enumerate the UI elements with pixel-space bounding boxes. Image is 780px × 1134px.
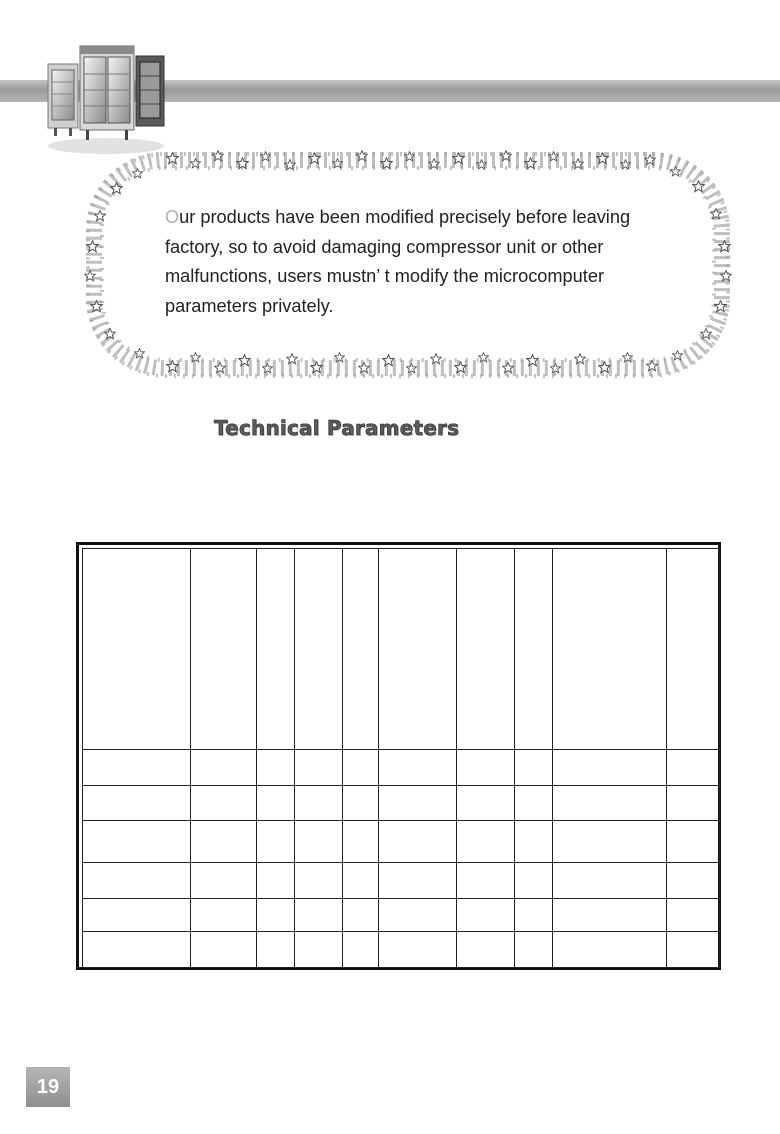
table-cell xyxy=(553,932,667,968)
table-cell xyxy=(343,821,379,863)
table-cell xyxy=(191,821,257,863)
table-row xyxy=(83,786,720,821)
table-cell xyxy=(191,863,257,899)
table-header-row xyxy=(83,549,720,750)
page-number: 19 xyxy=(26,1067,70,1107)
table-cell xyxy=(457,863,515,899)
technical-parameters-table-frame xyxy=(76,542,721,970)
table-cell xyxy=(515,863,553,899)
table-cell xyxy=(379,549,457,750)
table-cell xyxy=(295,863,343,899)
table-cell xyxy=(379,821,457,863)
table-cell xyxy=(457,821,515,863)
table-cell xyxy=(191,549,257,750)
table-cell xyxy=(667,899,720,932)
table-cell xyxy=(553,549,667,750)
table-cell xyxy=(667,821,720,863)
table-cell xyxy=(457,750,515,786)
warning-notice-text xyxy=(165,203,685,321)
table-cell xyxy=(257,786,295,821)
section-title: Technical Parameters xyxy=(214,416,460,440)
table-cell xyxy=(257,821,295,863)
table-cell xyxy=(83,932,191,968)
table-cell xyxy=(667,863,720,899)
table-cell xyxy=(191,786,257,821)
table-row xyxy=(83,899,720,932)
table-cell xyxy=(257,750,295,786)
table-cell xyxy=(457,932,515,968)
table-cell xyxy=(667,786,720,821)
table-cell xyxy=(343,549,379,750)
table-cell xyxy=(667,750,720,786)
table-cell xyxy=(553,863,667,899)
table-cell xyxy=(667,932,720,968)
table-row xyxy=(83,932,720,968)
table-cell xyxy=(457,549,515,750)
table-cell xyxy=(379,932,457,968)
table-cell xyxy=(295,932,343,968)
table-cell xyxy=(257,932,295,968)
table-cell xyxy=(83,549,191,750)
table-row xyxy=(83,750,720,786)
table-cell xyxy=(83,750,191,786)
refrigerator-illustration xyxy=(44,44,168,156)
table-row xyxy=(83,863,720,899)
table-row xyxy=(83,821,720,863)
table-cell xyxy=(343,750,379,786)
table-cell xyxy=(83,821,191,863)
table-cell xyxy=(83,899,191,932)
table-cell xyxy=(515,899,553,932)
table-cell xyxy=(343,932,379,968)
table-cell xyxy=(379,750,457,786)
table-cell xyxy=(295,786,343,821)
table-cell xyxy=(553,899,667,932)
table-cell xyxy=(257,549,295,750)
table-cell xyxy=(515,750,553,786)
table-cell xyxy=(83,863,191,899)
table-cell xyxy=(191,899,257,932)
table-body xyxy=(83,549,720,968)
table-cell xyxy=(191,932,257,968)
table-cell xyxy=(257,899,295,932)
table-cell xyxy=(457,786,515,821)
table-cell xyxy=(295,821,343,863)
table-cell xyxy=(515,786,553,821)
table-cell xyxy=(515,821,553,863)
table-cell xyxy=(457,899,515,932)
table-cell xyxy=(343,863,379,899)
table-cell xyxy=(553,750,667,786)
table-cell xyxy=(379,786,457,821)
table-cell xyxy=(343,899,379,932)
table-cell xyxy=(667,549,720,750)
table-cell xyxy=(515,549,553,750)
table-cell xyxy=(83,786,191,821)
table-cell xyxy=(191,750,257,786)
table-cell xyxy=(295,549,343,750)
table-cell xyxy=(553,786,667,821)
technical-parameters-table xyxy=(82,548,720,968)
table-cell xyxy=(379,899,457,932)
table-cell xyxy=(257,863,295,899)
table-cell xyxy=(553,821,667,863)
table-cell xyxy=(295,899,343,932)
notice-drop-letter: O xyxy=(165,207,180,227)
table-cell xyxy=(343,786,379,821)
table-cell xyxy=(379,863,457,899)
table-cell xyxy=(295,750,343,786)
notice-body: ur products have been modified precisely before leaving factory, so to avoid damaging compressor unit or other malfunctions, users mustn’ t modify the microcomputer parameters privately. xyxy=(165,207,631,316)
table-cell xyxy=(515,932,553,968)
